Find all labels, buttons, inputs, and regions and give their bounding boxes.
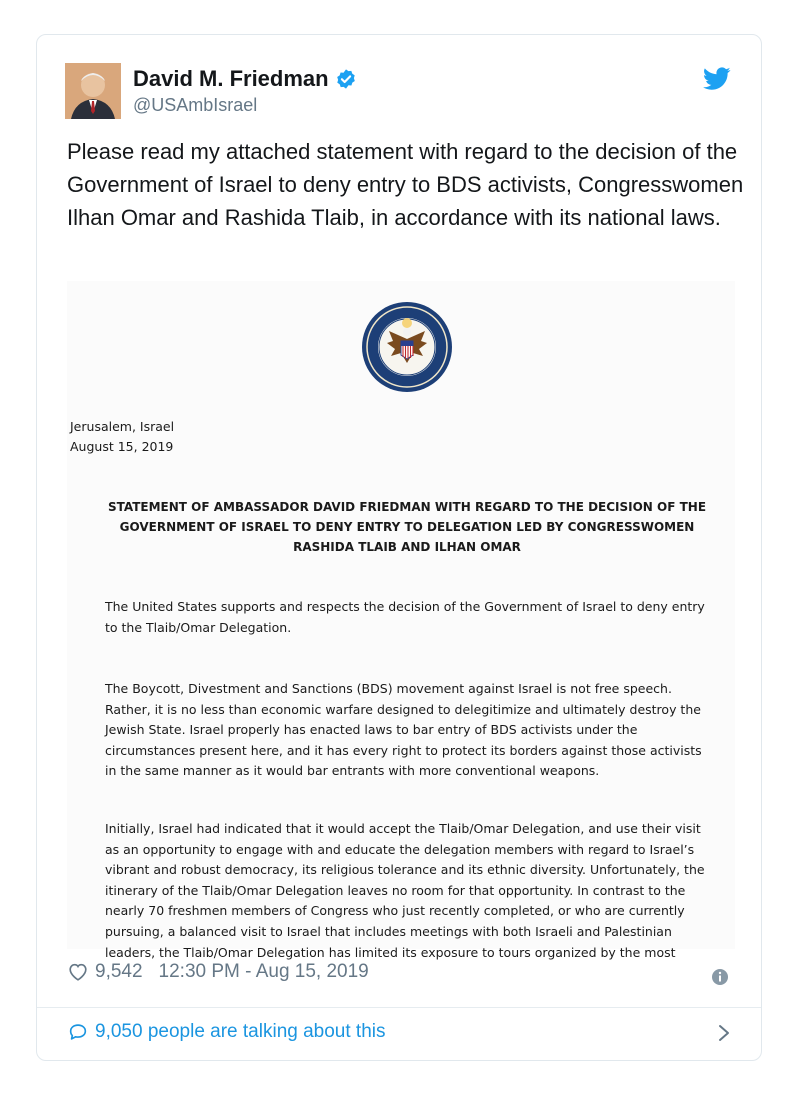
divider xyxy=(37,1007,761,1008)
twitter-bird-icon[interactable] xyxy=(703,67,731,91)
chevron-right-icon[interactable] xyxy=(717,1023,731,1043)
document-heading-line: STATEMENT OF AMBASSADOR DAVID FRIEDMAN WITH REGARD TO THE DECISION OF THE xyxy=(107,500,707,514)
author-name-row[interactable] xyxy=(133,66,357,92)
conversation-link[interactable] xyxy=(67,1021,731,1043)
state-department-seal-icon xyxy=(361,301,453,393)
like-count[interactable]: 9,542 xyxy=(95,961,143,982)
talking-count[interactable]: 9,050 people are talking about this xyxy=(95,1021,386,1042)
tweet-text: Please read my attached statement with regard to the decision of the Government of Israel to deny entry to BDS activists, Congresswomen Ilhan Omar and Rashida Tlaib, in accordance with its national laws. xyxy=(67,139,744,230)
heart-icon[interactable] xyxy=(67,961,89,983)
document-paragraph: Initially, Israel had indicated that it would accept the Tlaib/Omar Delegation, and use their visit as an opportunity to engage with and educate the delegation members with regard to Israel’s vibrant and robust democracy, its religious tolerance and its ethnic diversity. Unfortunately, the itinerary of the Tlaib/Omar Delegation leaves no room for that opportunity. In contrast to the nearly 70 freshmen members of Congress who just recently completed, or who are currently pursuing, a balanced visit to Israel that includes meetings with both Israeli and Palestinian leaders, the Tlaib/Omar Delegation has limited its exposure to tours organized by the most xyxy=(105,821,705,960)
document-heading-line: GOVERNMENT OF ISRAEL TO DENY ENTRY TO DELEGATION LED BY CONGRESSWOMEN xyxy=(119,520,695,534)
avatar[interactable] xyxy=(65,63,121,119)
tweet-card xyxy=(36,34,762,1061)
display-name[interactable]: David M. Friedman xyxy=(133,66,329,91)
document-paragraph: The United States supports and respects the decision of the Government of Israel to deny entry to the Tlaib/Omar Delegation. xyxy=(105,599,705,635)
document-place: Jerusalem, Israel xyxy=(70,419,175,434)
user-handle[interactable]: @USAmbIsrael xyxy=(133,95,258,115)
tweet-timestamp[interactable]: 12:30 PM - Aug 15, 2019 xyxy=(158,961,369,982)
speech-bubble-icon xyxy=(67,1021,89,1043)
document-heading xyxy=(107,497,707,557)
document-paragraph: The Boycott, Divestment and Sanctions (BDS) movement against Israel is not free speech. Rather, it is no less than economic warfare designed to delegitimize and ultimately destroy the Jewish State. Israel properly has enacted laws to bar entry of BDS activists under the circumstances present here, and it has every right to protect its borders against those activists in the same manner as it would bar entrants with more conventional weapons. xyxy=(105,681,702,779)
verified-badge-icon xyxy=(335,68,357,90)
info-icon[interactable] xyxy=(711,968,729,986)
document-heading-line: RASHIDA TLAIB AND ILHAN OMAR xyxy=(293,540,521,554)
tweet-stats xyxy=(67,961,369,983)
attached-statement-image[interactable] xyxy=(67,281,735,960)
document-date: August 15, 2019 xyxy=(70,439,174,454)
